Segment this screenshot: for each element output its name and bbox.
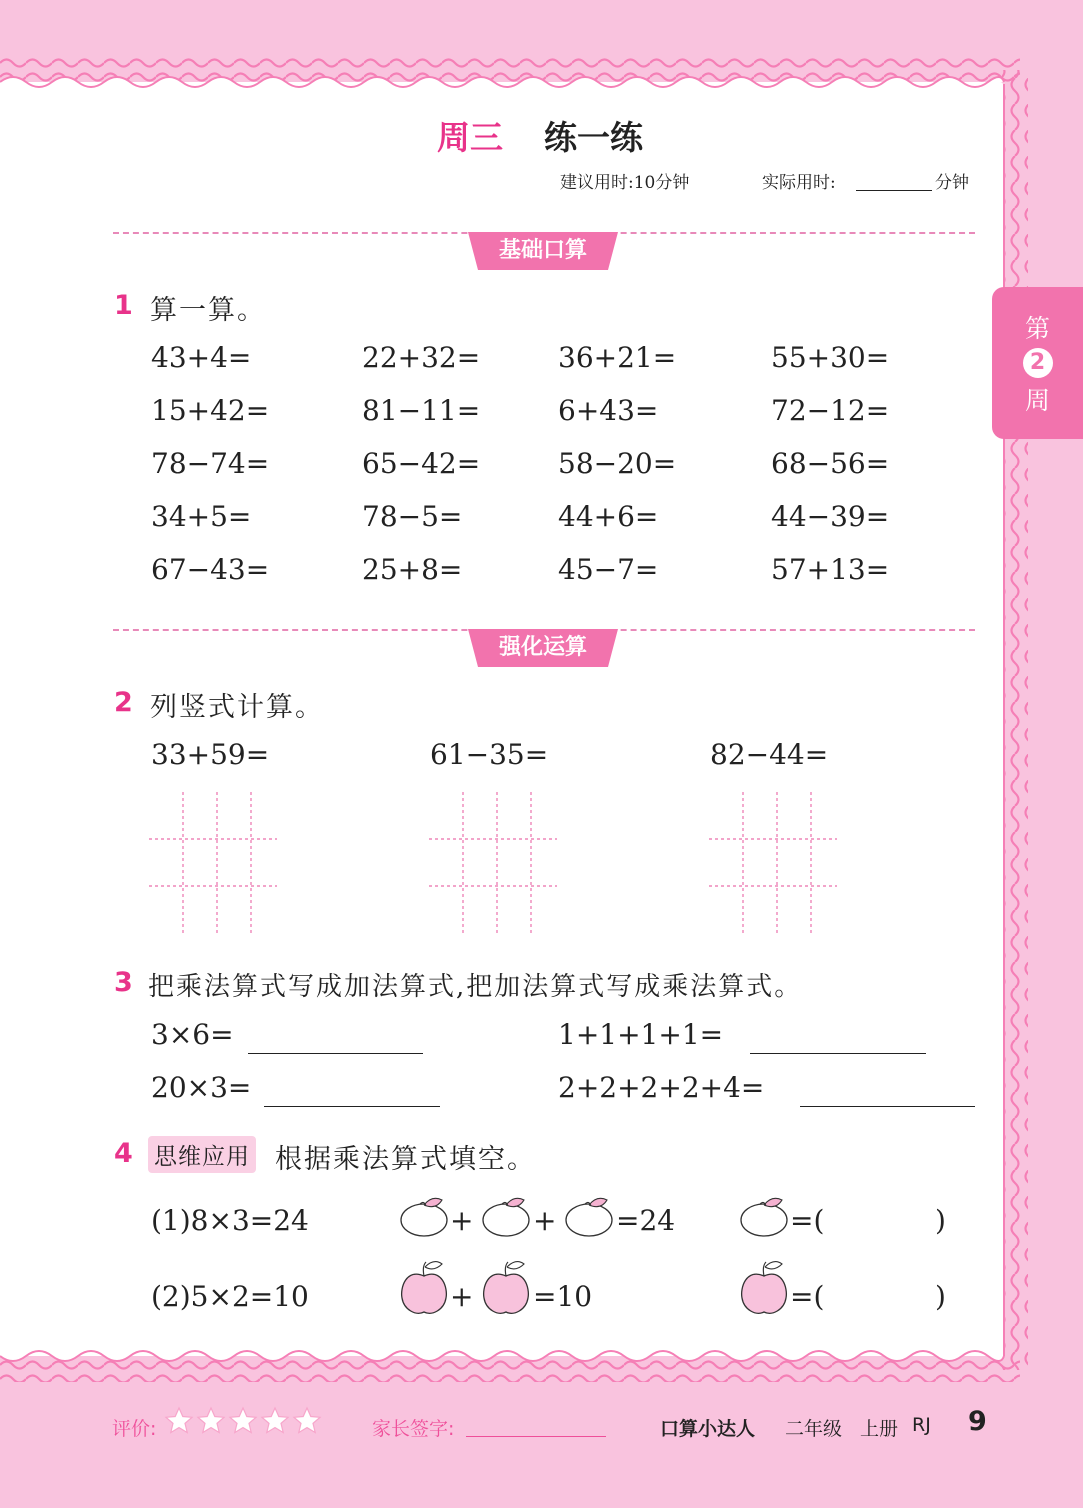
day-title: 周三 xyxy=(437,118,503,157)
week-tab-top: 第 xyxy=(1024,314,1050,343)
question-text: 把乘法算式写成加法算式,把加法算式写成乘法算式。 xyxy=(148,972,803,1002)
star-icon[interactable] xyxy=(292,1406,322,1436)
question-text: 算一算。 xyxy=(150,295,266,326)
question-text: 列竖式计算。 xyxy=(150,692,324,723)
answer-blank[interactable] xyxy=(264,1106,440,1107)
week-side-tab xyxy=(992,287,1083,439)
page-title: 练一练 xyxy=(544,118,643,157)
apple-icon xyxy=(480,1258,532,1316)
multiplication-equation: (2)5×2=10 xyxy=(151,1280,309,1313)
peach-icon xyxy=(480,1192,532,1238)
section-badge-strengthen-label: 强化运算 xyxy=(498,635,587,660)
arithmetic-expr: 6+43= xyxy=(558,394,659,427)
section-badge-basic-label: 基础口算 xyxy=(498,238,587,263)
arithmetic-expr: 22+32= xyxy=(362,341,481,374)
answer-blank[interactable] xyxy=(800,1106,975,1107)
conversion-expr: 1+1+1+1= xyxy=(558,1018,724,1051)
answer-open-paren: =( xyxy=(790,1204,825,1237)
apple-icon xyxy=(738,1258,790,1316)
arithmetic-expr: 25+8= xyxy=(362,553,463,586)
arithmetic-expr: 58−20= xyxy=(558,447,677,480)
actual-time-label: 实际用时: xyxy=(762,173,836,193)
book-title: 口算小达人 xyxy=(660,1418,756,1440)
vertical-calc-expr: 33+59= xyxy=(151,738,270,771)
question-number: 4 xyxy=(114,1138,133,1169)
arithmetic-expr: 44+6= xyxy=(558,500,659,533)
plus-sign: + xyxy=(450,1280,474,1313)
conversion-expr: 20×3= xyxy=(151,1071,252,1104)
question-text: 根据乘法算式填空。 xyxy=(275,1144,536,1175)
rating-stars[interactable] xyxy=(164,1406,324,1440)
arithmetic-expr: 36+21= xyxy=(558,341,677,374)
arithmetic-expr: 57+13= xyxy=(771,553,890,586)
vertical-calc-expr: 82−44= xyxy=(710,738,829,771)
week-number-badge: 2 xyxy=(1023,348,1053,378)
vertical-calc-expr: 61−35= xyxy=(430,738,549,771)
arithmetic-expr: 15+42= xyxy=(151,394,270,427)
sum-result: =24 xyxy=(616,1204,676,1237)
answer-close-paren: ) xyxy=(935,1280,946,1313)
star-icon[interactable] xyxy=(164,1406,194,1436)
star-icon[interactable] xyxy=(228,1406,258,1436)
vertical-calc-grid[interactable] xyxy=(709,792,837,936)
parent-sign-blank[interactable] xyxy=(466,1436,606,1437)
rating-label: 评价: xyxy=(112,1418,157,1440)
peach-icon xyxy=(738,1192,790,1238)
arithmetic-expr: 34+5= xyxy=(151,500,252,533)
multiplication-equation: (1)8×3=24 xyxy=(151,1204,309,1237)
peach-icon xyxy=(398,1192,450,1238)
question-number: 1 xyxy=(114,290,133,321)
suggested-time: 建议用时:10分钟 xyxy=(560,173,690,193)
arithmetic-expr: 68−56= xyxy=(771,447,890,480)
actual-time-blank[interactable] xyxy=(856,190,932,191)
vertical-calc-grid[interactable] xyxy=(429,792,557,936)
actual-time-unit: 分钟 xyxy=(935,173,969,193)
answer-blank[interactable] xyxy=(248,1053,423,1054)
apple-icon xyxy=(398,1258,450,1316)
question-number: 3 xyxy=(114,967,133,998)
peach-icon xyxy=(563,1192,615,1238)
answer-blank[interactable] xyxy=(750,1053,926,1054)
arithmetic-expr: 67−43= xyxy=(151,553,270,586)
vertical-calc-grid[interactable] xyxy=(149,792,277,936)
arithmetic-expr: 45−7= xyxy=(558,553,659,586)
sum-result: =10 xyxy=(533,1280,593,1313)
answer-slot[interactable] xyxy=(835,1204,930,1238)
arithmetic-expr: 81−11= xyxy=(362,394,481,427)
star-icon[interactable] xyxy=(196,1406,226,1436)
question-number: 2 xyxy=(114,687,133,718)
page-number: 9 xyxy=(968,1406,987,1437)
conversion-expr: 3×6= xyxy=(151,1018,234,1051)
section-badge-strengthen xyxy=(468,629,618,667)
arithmetic-expr: 55+30= xyxy=(771,341,890,374)
plus-sign: + xyxy=(533,1204,557,1237)
volume-label: 上册 xyxy=(860,1418,899,1440)
arithmetic-expr: 78−5= xyxy=(362,500,463,533)
arithmetic-expr: 78−74= xyxy=(151,447,270,480)
parent-sign-label: 家长签字: xyxy=(372,1418,455,1440)
answer-open-paren: =( xyxy=(790,1280,825,1313)
thinking-application-tag: 思维应用 xyxy=(148,1136,256,1173)
edition-label: RJ xyxy=(912,1414,931,1436)
plus-sign: + xyxy=(450,1204,474,1237)
week-tab-bottom: 周 xyxy=(1024,386,1050,415)
arithmetic-expr: 44−39= xyxy=(771,500,890,533)
arithmetic-expr: 65−42= xyxy=(362,447,481,480)
grade-label: 二年级 xyxy=(785,1418,843,1440)
arithmetic-expr: 43+4= xyxy=(151,341,252,374)
conversion-expr: 2+2+2+2+4= xyxy=(558,1071,765,1104)
answer-slot[interactable] xyxy=(835,1280,930,1314)
section-badge-basic xyxy=(468,232,618,270)
arithmetic-expr: 72−12= xyxy=(771,394,890,427)
star-icon[interactable] xyxy=(260,1406,290,1436)
answer-close-paren: ) xyxy=(935,1204,946,1237)
